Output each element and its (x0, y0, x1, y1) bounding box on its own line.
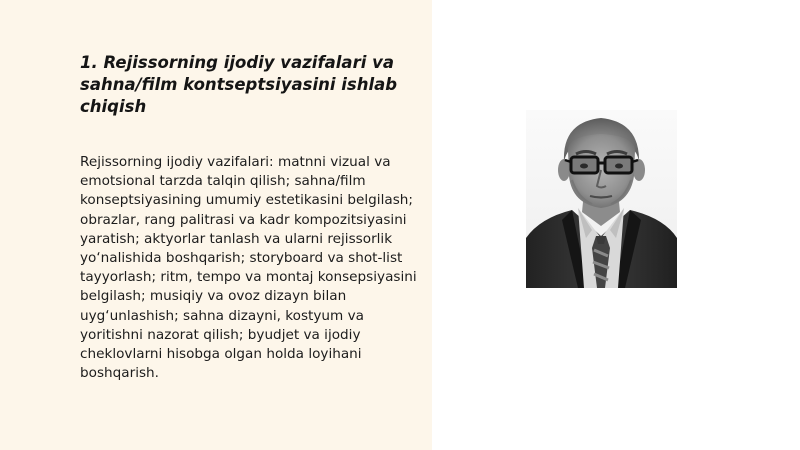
slide-title: 1. Rejissorning ijodiy vazifalari va sahna/film kontseptsiyasini ishlab chiqish (80, 53, 398, 116)
portrait-photo (526, 110, 677, 288)
portrait-illustration (526, 110, 677, 288)
slide-body-text: Rejissorning ijodiy vazifalari: matnni vizual va emotsional tarzda talqin qilish; sahna/film konseptsiyasining umumiy estetikasini belgilash; obrazlar, rang palitrasi va kadr kompozitsiyasini yaratish; aktyorlar tanlash va ularni rejissorlik yo‘nalishida boshqarish; storyboard va shot-list tayyorlash; ritm, tempo va montaj konsepsiyasini belgilash; musiqiy va ovoz dizayn bilan uyg‘unlashish; sahna dizayni, kostyum va yoritishni nazorat qilish; byudjet va ijodiy cheklovlarni hisobga olgan holda loyihani boshqarish. (80, 154, 417, 382)
